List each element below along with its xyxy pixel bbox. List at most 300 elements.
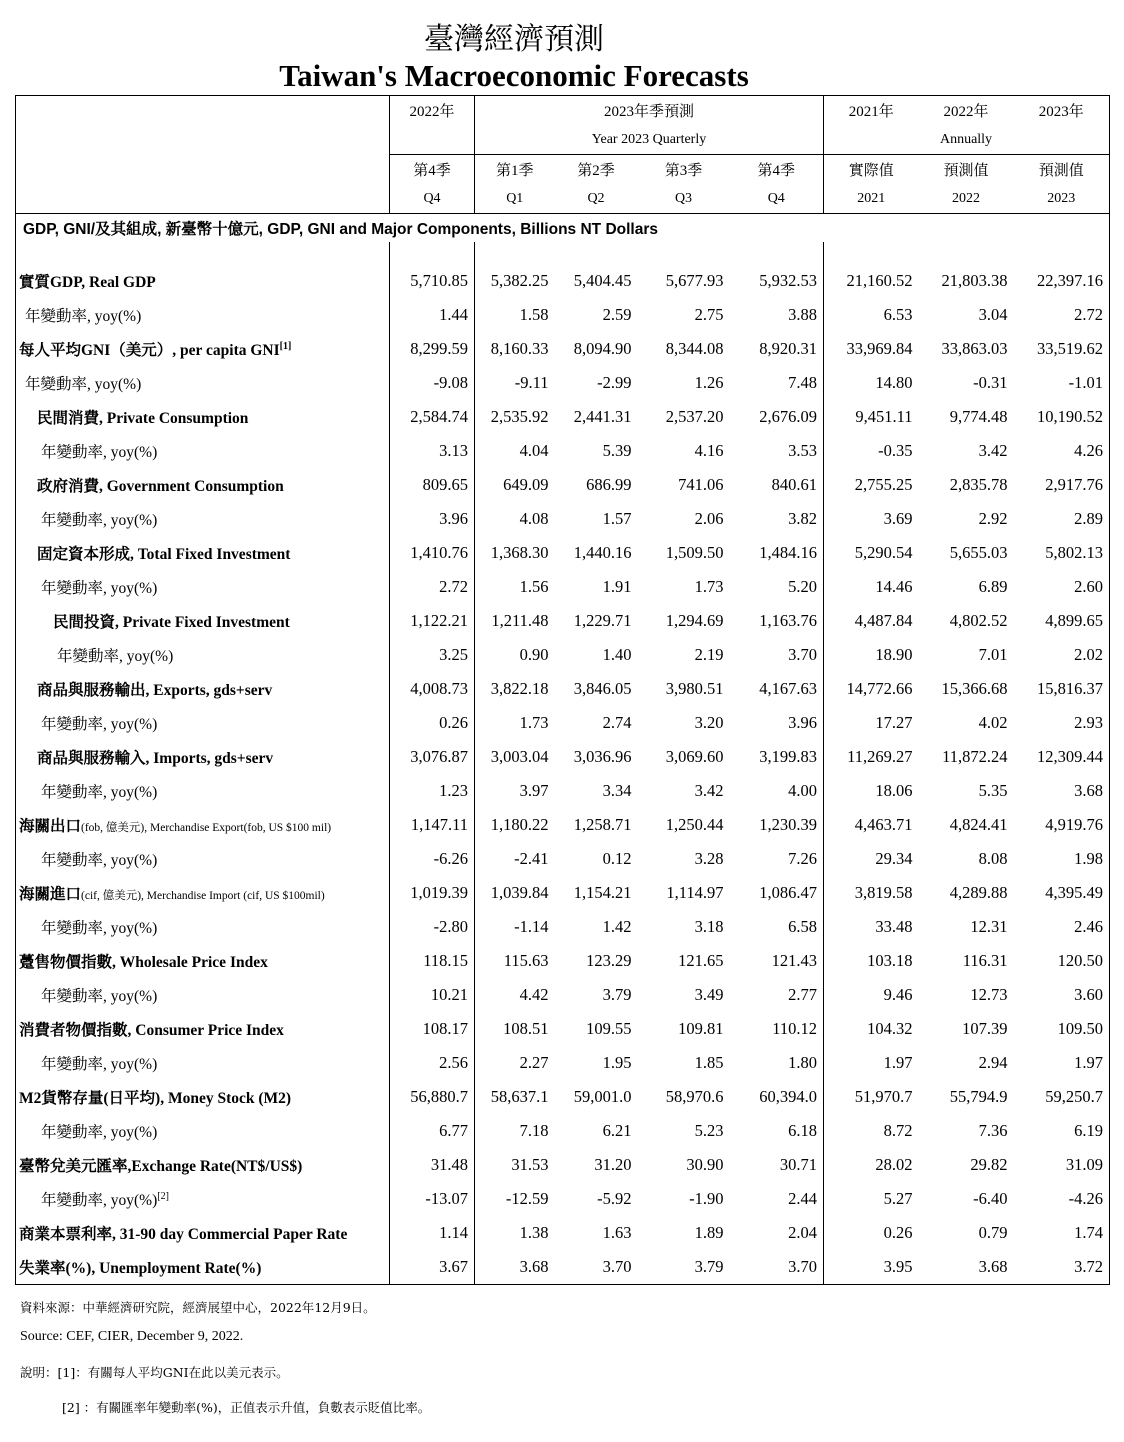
value-cell: 60,394.0 <box>759 1087 818 1106</box>
row-label: 年變動率, yoy(%) <box>16 570 390 604</box>
column-header-en: 2023 <box>1014 184 1110 214</box>
table-row <box>16 502 1110 536</box>
value-cell: 1,154.21 <box>573 883 632 902</box>
row-label: 年變動率, yoy(%) <box>16 842 390 876</box>
value-cell: 1.85 <box>694 1053 724 1072</box>
value-cell: 3.96 <box>390 502 475 536</box>
value-cell: 4,463.71 <box>824 808 919 842</box>
forecast-table <box>15 95 1110 1285</box>
value-cell: 4.04 <box>475 434 555 468</box>
row-label: 實質GDP, Real GDP <box>16 264 390 298</box>
value-cell: 8,094.90 <box>573 339 632 358</box>
header-blank <box>16 155 390 185</box>
column-header-cn: 第4季 <box>390 155 475 185</box>
row-label: 政府消費, Government Consumption <box>16 468 390 502</box>
value-cell: 1.42 <box>602 917 632 936</box>
value-cell: 3,003.04 <box>475 740 555 774</box>
value-cell: 3.20 <box>694 713 724 732</box>
value-cell: 31.20 <box>594 1155 632 1174</box>
value-cell: 8.08 <box>978 849 1008 868</box>
value-cell: 1.80 <box>788 1053 818 1072</box>
value-cell: 4.16 <box>694 441 724 460</box>
table-row <box>16 638 1110 672</box>
value-cell: 14,772.66 <box>824 672 919 706</box>
value-cell: 2,676.09 <box>759 407 818 426</box>
value-cell: 1,440.16 <box>573 543 632 562</box>
value-cell: 1,258.71 <box>573 815 632 834</box>
value-cell: 116.31 <box>962 951 1008 970</box>
value-cell: 2,584.74 <box>390 400 475 434</box>
value-cell: 5.23 <box>694 1121 724 1140</box>
value-cell: 2.72 <box>1014 298 1110 332</box>
value-cell: 3.70 <box>788 645 818 664</box>
column-header-cn: 第4季 <box>730 155 824 185</box>
value-cell: 3.49 <box>694 985 724 1004</box>
value-cell: 1,250.44 <box>665 815 724 834</box>
value-cell: 3.60 <box>1014 978 1110 1012</box>
value-cell: 686.99 <box>586 475 632 494</box>
footnote-2: [2] ：有關匯率年變動率(%)，正值表示升值，負數表示貶值比率。 <box>62 1400 431 1415</box>
value-cell: 5,677.93 <box>665 271 724 290</box>
row-label: 年變動率, yoy(%) <box>16 638 390 672</box>
value-cell: -6.40 <box>973 1189 1008 1208</box>
value-cell: 5,382.25 <box>475 264 555 298</box>
value-cell: 5.27 <box>824 1182 919 1216</box>
value-cell: 17.27 <box>824 706 919 740</box>
row-label: 海關出口(fob, 億美元), Merchandise Export(fob, US $100 mil) <box>16 808 390 842</box>
value-cell: 741.06 <box>678 475 724 494</box>
row-label: 海關進口(cif, 億美元), Merchandise Import (cif, US $100mil) <box>16 876 390 910</box>
value-cell: 4,919.76 <box>1014 808 1110 842</box>
value-cell: 9.46 <box>824 978 919 1012</box>
value-cell: 29.34 <box>824 842 919 876</box>
value-cell: 14.46 <box>824 570 919 604</box>
value-cell: 2.04 <box>788 1223 818 1242</box>
value-cell: 58,970.6 <box>665 1087 724 1106</box>
value-cell: 2.74 <box>602 713 632 732</box>
value-cell: 3,822.18 <box>475 672 555 706</box>
value-cell: 1.23 <box>390 774 475 808</box>
table-row <box>16 706 1110 740</box>
row-label: 年變動率, yoy(%) <box>16 910 390 944</box>
value-cell: 1.74 <box>1014 1216 1110 1250</box>
row-label: 固定資本形成, Total Fixed Investment <box>16 536 390 570</box>
value-cell: -2.41 <box>475 842 555 876</box>
value-cell: 1,410.76 <box>390 536 475 570</box>
value-cell: 4,395.49 <box>1014 876 1110 910</box>
value-cell: 2.06 <box>694 509 724 528</box>
table-row <box>16 366 1110 400</box>
value-cell: 7.48 <box>788 373 818 392</box>
value-cell: 18.06 <box>824 774 919 808</box>
value-cell: 1,019.39 <box>390 876 475 910</box>
value-cell: 1.89 <box>694 1223 724 1242</box>
value-cell: 4,824.41 <box>949 815 1008 834</box>
value-cell: 1,163.76 <box>759 611 818 630</box>
table-row <box>16 1114 1110 1148</box>
value-cell: 8,344.08 <box>665 339 724 358</box>
value-cell: 0.79 <box>978 1223 1008 1242</box>
value-cell: 103.18 <box>824 944 919 978</box>
header-annual-2022: 2022年 <box>919 96 1014 126</box>
value-cell: 0.12 <box>602 849 632 868</box>
row-label: 失業率(%), Unemployment Rate(%) <box>16 1250 390 1285</box>
table-row <box>16 1148 1110 1182</box>
value-cell: 5,655.03 <box>949 543 1008 562</box>
value-cell: 15,366.68 <box>941 679 1008 698</box>
header-year-2022: 2022年 <box>390 96 475 126</box>
row-label: 躉售物價指數, Wholesale Price Index <box>16 944 390 978</box>
row-label: 商業本票利率, 31-90 day Commercial Paper Rate <box>16 1216 390 1250</box>
value-cell: 1.56 <box>475 570 555 604</box>
value-cell: 2.89 <box>1014 502 1110 536</box>
header-blank <box>16 125 390 155</box>
value-cell: 4.08 <box>475 502 555 536</box>
value-cell: 4,167.63 <box>759 679 818 698</box>
row-label: 年變動率, yoy(%) <box>16 1114 390 1148</box>
value-cell: 1.44 <box>390 298 475 332</box>
value-cell: 59,250.7 <box>1014 1080 1110 1114</box>
value-cell: 12,309.44 <box>1014 740 1110 774</box>
value-cell: 30.90 <box>686 1155 724 1174</box>
value-cell: 1,039.84 <box>475 876 555 910</box>
value-cell: 1,484.16 <box>759 543 818 562</box>
column-header-cn: 第3季 <box>638 155 730 185</box>
value-cell: -13.07 <box>390 1182 475 1216</box>
column-header-en: Q2 <box>555 184 638 214</box>
value-cell: 3.95 <box>824 1250 919 1285</box>
value-cell: 8,920.31 <box>759 339 818 358</box>
value-cell: 2.44 <box>788 1189 818 1208</box>
value-cell: 1.58 <box>475 298 555 332</box>
value-cell: 3.72 <box>1014 1250 1110 1285</box>
value-cell: 2,835.78 <box>949 475 1008 494</box>
table-row <box>16 978 1110 1012</box>
value-cell: 2,441.31 <box>573 407 632 426</box>
value-cell: 4,008.73 <box>390 672 475 706</box>
value-cell: 1.98 <box>1014 842 1110 876</box>
value-cell: 7.26 <box>788 849 818 868</box>
table-row <box>16 740 1110 774</box>
header-annual-2023: 2023年 <box>1014 96 1110 126</box>
value-cell: 51,970.7 <box>824 1080 919 1114</box>
value-cell: 56,880.7 <box>390 1080 475 1114</box>
value-cell: 118.15 <box>390 944 475 978</box>
value-cell: 0.26 <box>824 1216 919 1250</box>
value-cell: -1.90 <box>689 1189 724 1208</box>
value-cell: 1,294.69 <box>665 611 724 630</box>
value-cell: -9.08 <box>390 366 475 400</box>
row-label: 年變動率, yoy(%) <box>16 434 390 468</box>
value-cell: 6.21 <box>602 1121 632 1140</box>
column-header-cn: 預測值 <box>919 155 1014 185</box>
value-cell: 5.35 <box>978 781 1008 800</box>
value-cell: 3.25 <box>390 638 475 672</box>
row-label: 年變動率, yoy(%) <box>16 774 390 808</box>
value-cell: -2.80 <box>390 910 475 944</box>
value-cell: 809.65 <box>390 468 475 502</box>
table-row <box>16 298 1110 332</box>
row-label: 年變動率, yoy(%) <box>16 978 390 1012</box>
value-cell: 6.77 <box>390 1114 475 1148</box>
value-cell: -0.35 <box>824 434 919 468</box>
column-header-cn: 實際值 <box>824 155 919 185</box>
value-cell: 3.70 <box>730 1250 824 1285</box>
value-cell: 58,637.1 <box>475 1080 555 1114</box>
value-cell: 107.39 <box>962 1019 1008 1038</box>
value-cell: 6.89 <box>978 577 1008 596</box>
value-cell: 1.97 <box>1014 1046 1110 1080</box>
value-cell: 12.31 <box>970 917 1008 936</box>
value-cell: 6.19 <box>1014 1114 1110 1148</box>
value-cell: 2.02 <box>1014 638 1110 672</box>
table-row <box>16 672 1110 706</box>
value-cell: 3,036.96 <box>573 747 632 766</box>
value-cell: 4.02 <box>978 713 1008 732</box>
value-cell: 30.71 <box>779 1155 818 1174</box>
value-cell: 4.00 <box>788 781 818 800</box>
column-header-cn: 第2季 <box>555 155 638 185</box>
value-cell: 4,289.88 <box>949 883 1008 902</box>
value-cell: 14.80 <box>824 366 919 400</box>
value-cell: 2.72 <box>390 570 475 604</box>
value-cell: 1,147.11 <box>390 808 475 842</box>
value-cell: 21,160.52 <box>824 264 919 298</box>
value-cell: 4,487.84 <box>824 604 919 638</box>
row-label: 民間消費, Private Consumption <box>16 400 390 434</box>
row-label: 年變動率, yoy(%) <box>16 366 390 400</box>
value-cell: 11,872.24 <box>942 747 1008 766</box>
value-cell: 108.51 <box>475 1012 555 1046</box>
value-cell: -2.99 <box>597 373 632 392</box>
value-cell: -9.11 <box>475 366 555 400</box>
value-cell: 115.63 <box>475 944 555 978</box>
value-cell: 3,846.05 <box>573 679 632 698</box>
value-cell: 3,069.60 <box>665 747 724 766</box>
value-cell: -1.14 <box>475 910 555 944</box>
value-cell: 4.42 <box>475 978 555 1012</box>
value-cell: 5,290.54 <box>824 536 919 570</box>
value-cell: 3.97 <box>475 774 555 808</box>
table-row <box>16 1216 1110 1250</box>
value-cell: -0.31 <box>973 373 1008 392</box>
value-cell: 2.92 <box>978 509 1008 528</box>
value-cell: 6.18 <box>788 1121 818 1140</box>
table-row <box>16 264 1110 298</box>
value-cell: 5,404.45 <box>573 271 632 290</box>
value-cell: 15,816.37 <box>1014 672 1110 706</box>
table-row <box>16 876 1110 910</box>
header-blank <box>1014 125 1110 155</box>
value-cell: 5,802.13 <box>1014 536 1110 570</box>
value-cell: 33,969.84 <box>824 332 919 366</box>
value-cell: 1.73 <box>475 706 555 740</box>
column-header-en: Q3 <box>638 184 730 214</box>
row-label: 每人平均GNI（美元）, per capita GNI[1] <box>16 332 390 366</box>
value-cell: 5,710.85 <box>390 264 475 298</box>
value-cell: 4,802.52 <box>949 611 1008 630</box>
table-row <box>16 604 1110 638</box>
value-cell: 840.61 <box>771 475 818 494</box>
table-row <box>16 434 1110 468</box>
value-cell: 1,114.97 <box>666 883 724 902</box>
value-cell: 1.14 <box>390 1216 475 1250</box>
value-cell: 1.38 <box>475 1216 555 1250</box>
value-cell: 2,755.25 <box>824 468 919 502</box>
value-cell: 2.46 <box>1014 910 1110 944</box>
row-label: 臺幣兌美元匯率,Exchange Rate(NT$/US$) <box>16 1148 390 1182</box>
value-cell: 3.79 <box>602 985 632 1004</box>
column-header-en: Q1 <box>475 184 555 214</box>
source-note-english: Source: CEF, CIER, December 9, 2022. <box>20 1329 244 1344</box>
table-row <box>16 570 1110 604</box>
value-cell: 2.19 <box>694 645 724 664</box>
value-cell: 2.56 <box>390 1046 475 1080</box>
value-cell: 9,774.48 <box>949 407 1008 426</box>
value-cell: 3.04 <box>978 305 1008 324</box>
table-row <box>16 774 1110 808</box>
column-header-en: 2021 <box>824 184 919 214</box>
value-cell: 1,368.30 <box>475 536 555 570</box>
value-cell: 3.96 <box>788 713 818 732</box>
value-cell: 5.39 <box>602 441 632 460</box>
value-cell: 31.48 <box>390 1148 475 1182</box>
value-cell: 3,076.87 <box>390 740 475 774</box>
value-cell: 3.88 <box>788 305 818 324</box>
header-blank <box>16 96 390 126</box>
row-label: 商品與服務輸入, Imports, gds+serv <box>16 740 390 774</box>
value-cell: 28.02 <box>824 1148 919 1182</box>
value-cell: 8,160.33 <box>475 332 555 366</box>
value-cell: 2.77 <box>788 985 818 1004</box>
value-cell: 7.18 <box>475 1114 555 1148</box>
footnote-1: 說明：[1]：有關每人平均GNI在此以美元表示。 <box>20 1365 289 1380</box>
value-cell: 3.42 <box>694 781 724 800</box>
value-cell: 11,269.27 <box>824 740 919 774</box>
value-cell: 2.94 <box>978 1053 1008 1072</box>
value-cell: 2.93 <box>1014 706 1110 740</box>
section-title: GDP, GNI/及其組成, 新臺幣十億元, GDP, GNI and Major Components, Billions NT Dollars <box>16 214 1110 243</box>
column-header-cn: 預測值 <box>1014 155 1110 185</box>
value-cell: 1,230.39 <box>759 815 818 834</box>
value-cell: 3.67 <box>390 1250 475 1285</box>
page-title-chinese: 臺灣經濟預測 <box>424 22 604 57</box>
row-label: 民間投資, Private Fixed Investment <box>16 604 390 638</box>
value-cell: 1,086.47 <box>759 883 818 902</box>
value-cell: 3.28 <box>694 849 724 868</box>
table-row <box>16 1080 1110 1114</box>
value-cell: 2.75 <box>694 305 724 324</box>
value-cell: 3.69 <box>824 502 919 536</box>
value-cell: 108.17 <box>390 1012 475 1046</box>
value-cell: 1,509.50 <box>665 543 724 562</box>
value-cell: 109.81 <box>678 1019 724 1038</box>
column-header-en: Q4 <box>390 184 475 214</box>
header-blank <box>390 125 475 155</box>
value-cell: 5,932.53 <box>759 271 818 290</box>
value-cell: 3,819.58 <box>824 876 919 910</box>
value-cell: 2.60 <box>1014 570 1110 604</box>
value-cell: 33,519.62 <box>1014 332 1110 366</box>
value-cell: 109.50 <box>1014 1012 1110 1046</box>
value-cell: 29.82 <box>970 1155 1008 1174</box>
header-annually: Annually <box>939 131 993 147</box>
value-cell: 12.73 <box>970 985 1008 1004</box>
table-row <box>16 1182 1110 1216</box>
value-cell: 59,001.0 <box>573 1087 632 1106</box>
value-cell: 22,397.16 <box>1014 264 1110 298</box>
value-cell: 3.34 <box>602 781 632 800</box>
value-cell: 2,917.76 <box>1014 468 1110 502</box>
value-cell: 33.48 <box>824 910 919 944</box>
row-label: 年變動率, yoy(%) <box>16 706 390 740</box>
value-cell: 1.97 <box>824 1046 919 1080</box>
value-cell: 1.73 <box>694 577 724 596</box>
value-cell: 8.72 <box>824 1114 919 1148</box>
header-blank <box>824 125 919 155</box>
value-cell: 1,122.21 <box>390 604 475 638</box>
header-quarterly-cn: 2023年季預測 <box>475 96 824 126</box>
table-row <box>16 400 1110 434</box>
table-row <box>16 468 1110 502</box>
value-cell: 649.09 <box>475 468 555 502</box>
value-cell: 3.79 <box>638 1250 730 1285</box>
row-label: 年變動率, yoy(%) <box>16 1046 390 1080</box>
table-row <box>16 536 1110 570</box>
table-row <box>16 1250 1110 1285</box>
value-cell: 109.55 <box>586 1019 632 1038</box>
row-label: 年變動率, yoy(%) <box>16 298 390 332</box>
value-cell: 2.27 <box>475 1046 555 1080</box>
value-cell: 3.68 <box>919 1250 1014 1285</box>
value-cell: 1,180.22 <box>475 808 555 842</box>
value-cell: 1.26 <box>694 373 724 392</box>
table-row <box>16 808 1110 842</box>
value-cell: 104.32 <box>824 1012 919 1046</box>
row-label: M2貨幣存量(日平均), Money Stock (M2) <box>16 1080 390 1114</box>
value-cell: 123.29 <box>586 951 632 970</box>
value-cell: 1,229.71 <box>573 611 632 630</box>
table-row <box>16 332 1110 366</box>
value-cell: 7.01 <box>978 645 1008 664</box>
header-blank <box>16 184 390 214</box>
value-cell: 1,211.48 <box>475 604 555 638</box>
table-row <box>16 1012 1110 1046</box>
table-row <box>16 1046 1110 1080</box>
source-note-chinese: 資料來源：中華經濟研究院，經濟展望中心，2022年12月9日。 <box>20 1300 376 1315</box>
value-cell: 121.65 <box>678 951 724 970</box>
value-cell: 31.09 <box>1014 1148 1110 1182</box>
value-cell: 1.95 <box>602 1053 632 1072</box>
value-cell: -5.92 <box>597 1189 632 1208</box>
value-cell: 3.70 <box>555 1250 638 1285</box>
value-cell: 3.82 <box>788 509 818 528</box>
value-cell: 3.53 <box>788 441 818 460</box>
value-cell: 10,190.52 <box>1014 400 1110 434</box>
value-cell: 55,794.9 <box>949 1087 1008 1106</box>
row-label: 年變動率, yoy(%)[2] <box>16 1182 390 1216</box>
header-annual-2021: 2021年 <box>824 96 919 126</box>
value-cell: 3.68 <box>1014 774 1110 808</box>
value-cell: 1.91 <box>602 577 632 596</box>
value-cell: 3,199.83 <box>759 747 818 766</box>
value-cell: 3.18 <box>694 917 724 936</box>
value-cell: 0.26 <box>390 706 475 740</box>
value-cell: 120.50 <box>1014 944 1110 978</box>
value-cell: -12.59 <box>475 1182 555 1216</box>
value-cell: 121.43 <box>771 951 818 970</box>
value-cell: 2.59 <box>602 305 632 324</box>
